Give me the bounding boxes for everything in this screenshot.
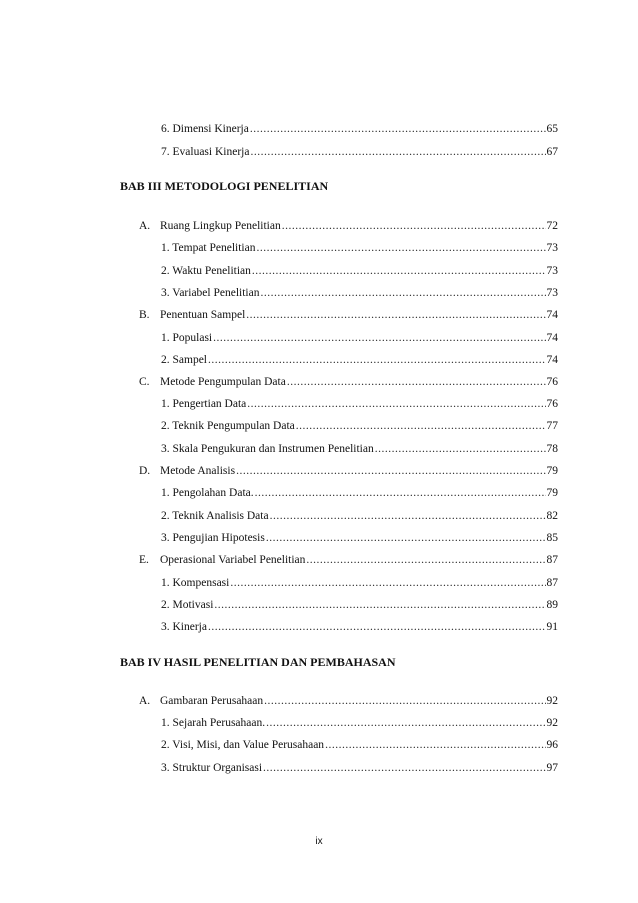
toc-section[interactable] [139, 219, 558, 233]
toc-entry[interactable] [161, 397, 558, 411]
section-number: D. [139, 465, 151, 477]
toc-entry-label: 3. Pengujian Hipotesis [161, 532, 265, 544]
leader-dots [282, 219, 546, 233]
leader-dots [208, 353, 546, 367]
toc-entry[interactable] [161, 419, 558, 433]
page-number: ix [315, 836, 323, 847]
toc-entry-page: 82 [546, 510, 558, 522]
toc-entry-page: 85 [546, 532, 558, 544]
toc-entry-label: 2. Motivasi [161, 599, 214, 611]
toc-entry-page: 76 [546, 376, 558, 388]
chapter-heading[interactable]: BAB IV HASIL PENELITIAN DAN PEMBAHASAN [120, 655, 396, 669]
toc-entry[interactable] [161, 331, 558, 345]
leader-dots [230, 576, 545, 590]
leader-dots [255, 486, 546, 500]
leader-dots [256, 241, 545, 255]
toc-entry-label: 3. Skala Pengukuran dan Instrumen Penelitian [161, 443, 374, 455]
leader-dots [213, 331, 545, 345]
toc-entry[interactable] [161, 264, 558, 278]
toc-entry-label: 1. Sejarah Perusahaan. [161, 717, 266, 729]
section-number: C. [139, 376, 150, 388]
toc-entry-label: 2. Waktu Penelitian [161, 265, 251, 277]
leader-dots [250, 145, 545, 159]
toc-entry[interactable] [161, 576, 558, 590]
toc-entry-page: 92 [546, 717, 558, 729]
toc-entry-label: Penentuan Sampel [160, 309, 246, 321]
toc-entry-label: Metode Analisis [160, 465, 236, 477]
toc-entry[interactable] [161, 241, 558, 255]
toc-entry[interactable] [161, 531, 558, 545]
leader-dots [263, 761, 545, 775]
leader-dots [214, 598, 545, 612]
toc-entry-page: 73 [546, 265, 558, 277]
section-number: E. [139, 554, 149, 566]
toc-entry[interactable] [161, 716, 558, 730]
leader-dots [296, 419, 546, 433]
toc-entry-label: 1. Kompensasi [161, 577, 230, 589]
toc-section[interactable] [139, 553, 558, 567]
toc-entry-label: 2. Visi, Misi, dan Value Perusahaan [161, 739, 325, 751]
toc-entry-label: Operasional Variabel Penelitian [160, 554, 306, 566]
leader-dots [266, 531, 546, 545]
toc-entry-page: 96 [546, 739, 558, 751]
toc-entry-page: 87 [546, 554, 558, 566]
toc-entry-label: 2. Teknik Analisis Data [161, 510, 269, 522]
leader-dots [236, 464, 545, 478]
toc-entry[interactable] [161, 620, 558, 634]
leader-dots [264, 694, 545, 708]
toc-entry[interactable] [161, 145, 558, 159]
toc-entry-page: 78 [546, 443, 558, 455]
section-number: B. [139, 309, 150, 321]
toc-entry-label: 3. Struktur Organisasi [161, 762, 263, 774]
toc-entry-page: 74 [546, 332, 558, 344]
toc-entry-label: 6. Dimensi Kinerja [161, 123, 249, 135]
toc-entry[interactable] [161, 598, 558, 612]
toc-entry-page: 74 [546, 354, 558, 366]
toc-entry-label: 2. Sampel [161, 354, 207, 366]
leader-dots [375, 442, 546, 456]
toc-entry-page: 72 [546, 220, 558, 232]
toc-entry-label: Ruang Lingkup Penelitian [160, 220, 281, 232]
toc-entry[interactable] [161, 353, 558, 367]
toc-section[interactable] [139, 375, 558, 389]
toc-entry-page: 87 [546, 577, 558, 589]
toc-entry-page: 73 [546, 242, 558, 254]
toc-entry-label: Metode Pengumpulan Data [160, 376, 286, 388]
toc-entry[interactable] [161, 442, 558, 456]
toc-entry-label: 1. Pengertian Data [161, 398, 247, 410]
toc-entry-label: 1. Populasi [161, 332, 213, 344]
leader-dots [260, 286, 545, 300]
leader-dots [208, 620, 546, 634]
toc-entry-label: 3. Kinerja [161, 621, 207, 633]
leader-dots [250, 122, 546, 136]
leader-dots [306, 553, 545, 567]
toc-entry-label: 3. Variabel Penelitian [161, 287, 260, 299]
chapter-heading[interactable]: BAB III METODOLOGI PENELITIAN [120, 179, 329, 193]
toc-entry-page: 79 [546, 487, 558, 499]
toc-entry-page: 91 [546, 621, 558, 633]
toc-entry-label: Gambaran Perusahaan [160, 695, 264, 707]
toc-entry-page: 79 [546, 465, 558, 477]
section-number: A. [139, 220, 151, 232]
toc-entry-page: 76 [546, 398, 558, 410]
toc-entry[interactable] [161, 486, 558, 500]
section-number: A. [139, 695, 151, 707]
toc-entry-page: 65 [546, 123, 558, 135]
leader-dots [287, 375, 546, 389]
toc-entry[interactable] [161, 738, 558, 752]
toc-entry-label: 7. Evaluasi Kinerja [161, 146, 250, 158]
leader-dots [325, 738, 545, 752]
leader-dots [247, 397, 545, 411]
toc-section[interactable] [139, 308, 558, 322]
toc-entry-label: 2. Teknik Pengumpulan Data [161, 420, 295, 432]
toc-entry-page: 67 [546, 146, 558, 158]
toc-entry-page: 97 [546, 762, 558, 774]
toc-entry[interactable] [161, 761, 558, 775]
toc-entry-page: 92 [546, 695, 558, 707]
toc-entry-page: 74 [546, 309, 558, 321]
toc-entry-label: 1. Pengolahan Data. [161, 487, 254, 499]
toc-entry-page: 73 [546, 287, 558, 299]
leader-dots [266, 716, 545, 730]
leader-dots [252, 264, 546, 278]
toc-entry[interactable] [161, 509, 558, 523]
toc-entry[interactable] [161, 122, 558, 136]
toc-entry-label: 1. Tempat Penelitian [161, 242, 256, 254]
toc-entry-page: 89 [546, 599, 558, 611]
leader-dots [270, 509, 546, 523]
leader-dots [246, 308, 545, 322]
toc-section[interactable] [139, 694, 558, 708]
toc-entry-page: 77 [546, 420, 558, 432]
toc-section[interactable] [139, 464, 558, 478]
toc-entry[interactable] [161, 286, 558, 300]
